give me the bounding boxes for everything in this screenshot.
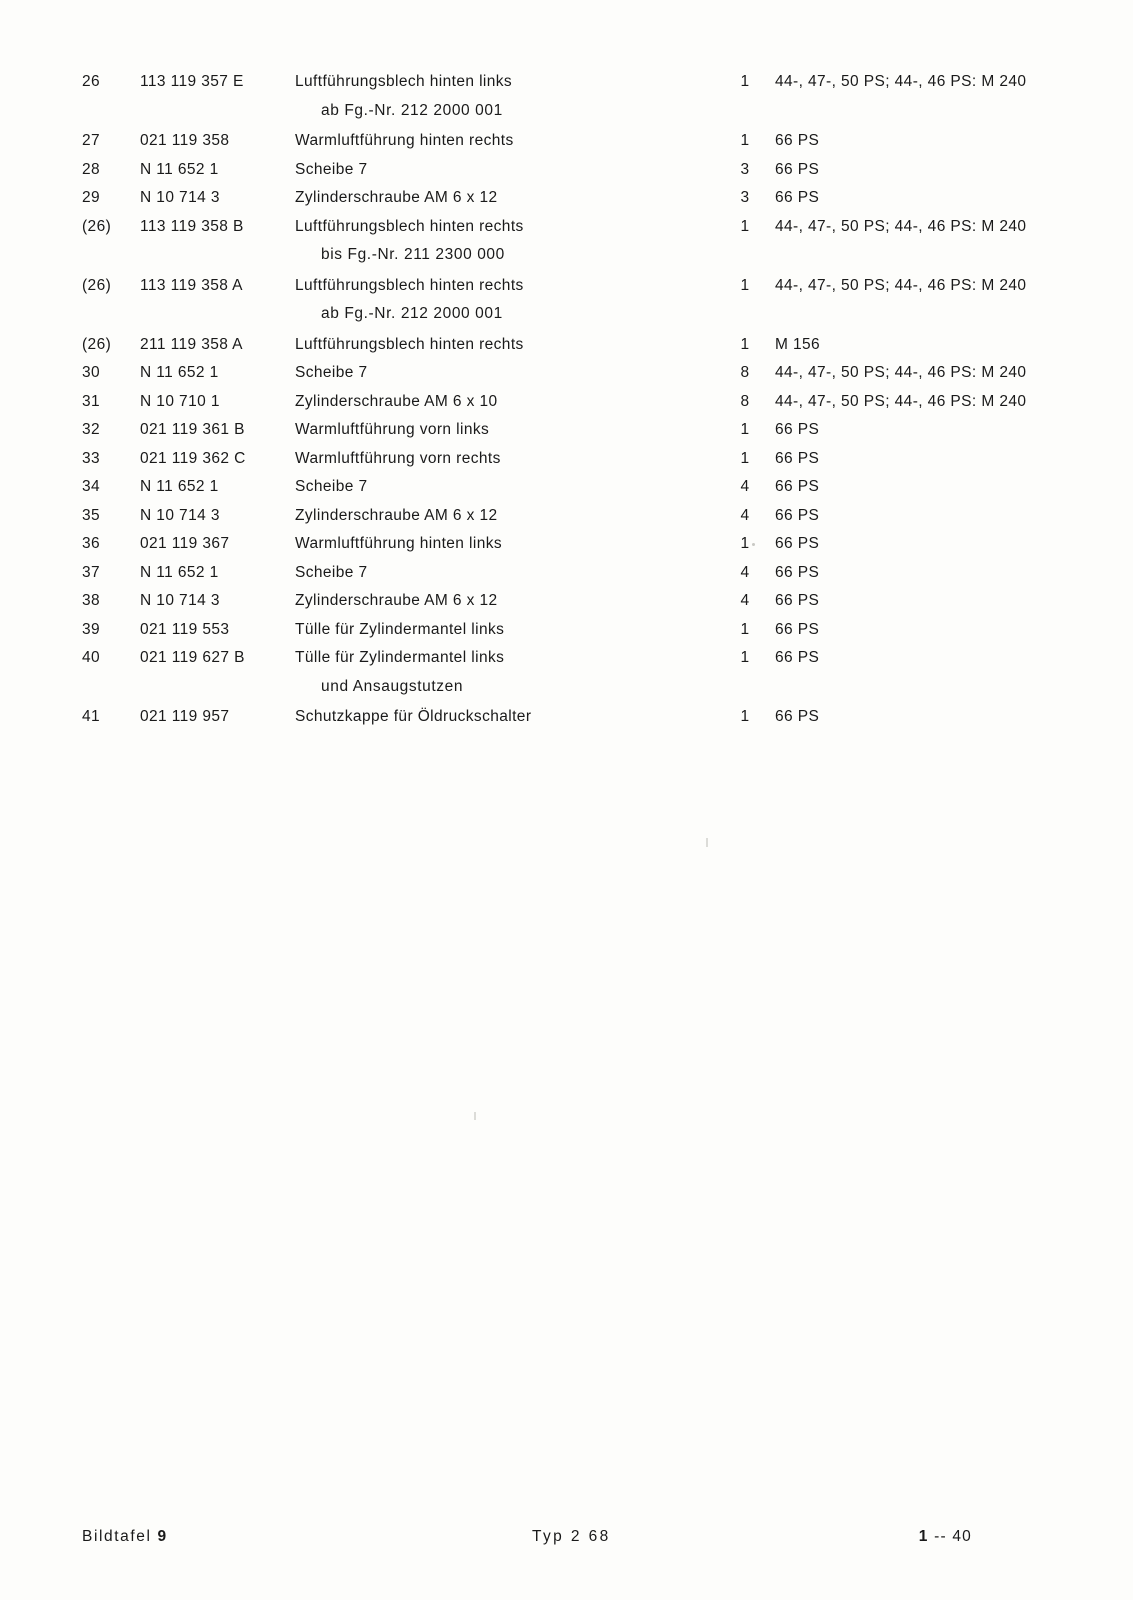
row-part-number: N 10 714 3 (140, 592, 220, 609)
row-quantity: 4 (740, 506, 750, 524)
table-row (82, 68, 1052, 127)
row-description (295, 272, 715, 331)
row-quantity: 1 (740, 535, 750, 552)
row-description-line2: ab Fg.-Nr. 212 2000 001 (321, 101, 503, 119)
row-note: 66 PS (775, 132, 820, 149)
row-description-line2: bis Fg.-Nr. 211 2300 000 (321, 246, 505, 263)
row-note: 44-, 47-, 50 PS; 44-, 46 PS: M 240 (775, 364, 1027, 381)
row-part-number: N 11 652 1 (140, 563, 219, 581)
row-description: Zylinderschraube AM 6 x 12 (295, 592, 498, 609)
table-row (82, 587, 1052, 616)
table-row (82, 359, 1052, 388)
row-note: 66 PS (775, 478, 820, 495)
row-part-number: 113 119 357 E (140, 73, 244, 90)
row-part-number: 113 119 358 B (140, 217, 244, 235)
row-note: 66 PS (775, 708, 820, 725)
row-description: Warmluftführung vorn rechts (295, 449, 501, 467)
table-row (82, 184, 1052, 213)
row-description (295, 644, 715, 703)
row-description-line1: Luftführungsblech hinten rechts (295, 217, 524, 235)
row-note: 66 PS (775, 189, 820, 206)
row-quantity: 1 (740, 335, 750, 353)
table-row (82, 272, 1052, 331)
row-description-line1: Luftführungsblech hinten links (295, 73, 513, 90)
footer-section-number: 1 (918, 1528, 929, 1545)
footer-plate-label: Bildtafel (82, 1528, 152, 1545)
parts-table (82, 68, 1052, 732)
row-note: 66 PS (775, 506, 820, 524)
parts-table-body (82, 68, 1052, 732)
row-description: Zylinderschraube AM 6 x 12 (295, 506, 498, 524)
row-position: 29 (82, 189, 101, 206)
table-row (82, 616, 1052, 645)
row-note: 66 PS (775, 592, 820, 609)
row-part-number: 021 119 367 (140, 535, 230, 552)
row-description: Scheibe 7 (295, 478, 368, 495)
footer-plate-number: 9 (157, 1528, 168, 1545)
page-speck (752, 543, 755, 546)
table-row (82, 473, 1052, 502)
row-description: Tülle für Zylindermantel links (295, 620, 505, 638)
row-quantity: 1 (740, 708, 750, 725)
row-description (295, 68, 715, 127)
row-note: 66 PS (775, 449, 820, 467)
row-position: 33 (82, 449, 101, 467)
row-description: Warmluftführung hinten links (295, 535, 503, 552)
row-description-line2: und Ansaugstutzen (321, 677, 464, 695)
row-note: M 156 (775, 335, 821, 353)
row-part-number: 021 119 553 (140, 620, 230, 638)
row-position: 32 (82, 421, 101, 438)
row-position: 31 (82, 392, 101, 410)
table-row (82, 703, 1052, 732)
row-note: 44-, 47-, 50 PS; 44-, 46 PS: M 240 (775, 73, 1027, 90)
row-quantity: 1 (740, 132, 750, 149)
row-part-number: 021 119 627 B (140, 649, 245, 666)
row-note: 44-, 47-, 50 PS; 44-, 46 PS: M 240 (775, 276, 1027, 294)
row-note: 44-, 47-, 50 PS; 44-, 46 PS: M 240 (775, 392, 1027, 410)
row-part-number: 021 119 362 C (140, 449, 246, 467)
row-description: Luftführungsblech hinten rechts (295, 335, 524, 353)
row-position: (26) (82, 276, 112, 294)
row-part-number: N 10 710 1 (140, 392, 220, 410)
row-position: 39 (82, 620, 101, 638)
row-description: Scheibe 7 (295, 160, 368, 178)
row-position: 40 (82, 649, 101, 666)
row-quantity: 4 (740, 592, 750, 609)
row-note: 66 PS (775, 620, 820, 638)
table-row (82, 416, 1052, 445)
row-quantity: 1 (740, 649, 750, 666)
row-position: 41 (82, 708, 101, 725)
table-row (82, 213, 1052, 272)
row-quantity: 8 (740, 364, 750, 381)
table-row (82, 156, 1052, 185)
row-position: (26) (82, 217, 112, 235)
row-note: 66 PS (775, 421, 820, 438)
row-part-number: N 11 652 1 (140, 478, 219, 495)
row-quantity: 1 (740, 620, 750, 638)
row-note: 66 PS (775, 563, 820, 581)
row-part-number: 211 119 358 A (140, 335, 243, 353)
footer-separator: -- (934, 1528, 947, 1545)
page-speck (706, 838, 708, 847)
row-part-number: N 11 652 1 (140, 364, 219, 381)
row-quantity: 3 (740, 189, 750, 206)
row-position: 27 (82, 132, 101, 149)
row-quantity: 1 (740, 421, 750, 438)
row-description-line1: Luftführungsblech hinten rechts (295, 276, 524, 294)
row-part-number: 113 119 358 A (140, 276, 243, 294)
footer-type: Typ 2 68 (532, 1528, 611, 1545)
row-position: 37 (82, 563, 101, 581)
row-quantity: 3 (740, 160, 750, 178)
row-description: Scheibe 7 (295, 364, 368, 381)
row-position: 34 (82, 478, 101, 495)
row-position: 38 (82, 592, 101, 609)
row-quantity: 4 (740, 563, 750, 581)
footer-page-number: 40 (952, 1528, 972, 1545)
row-position: 30 (82, 364, 101, 381)
row-position: (26) (82, 335, 112, 353)
row-description: Schutzkappe für Öldruckschalter (295, 708, 532, 725)
row-description: Warmluftführung vorn links (295, 421, 490, 438)
row-description: Zylinderschraube AM 6 x 12 (295, 189, 498, 206)
table-row (82, 445, 1052, 474)
row-note: 44-, 47-, 50 PS; 44-, 46 PS: M 240 (775, 217, 1027, 235)
row-description: Zylinderschraube AM 6 x 10 (295, 392, 498, 410)
table-row (82, 127, 1052, 156)
row-note: 66 PS (775, 535, 820, 552)
row-description: Scheibe 7 (295, 563, 368, 581)
row-position: 28 (82, 160, 101, 178)
row-description (295, 213, 715, 272)
row-quantity: 1 (740, 73, 750, 90)
row-description-line2: ab Fg.-Nr. 212 2000 001 (321, 305, 503, 322)
row-position: 36 (82, 535, 101, 552)
row-quantity: 4 (740, 478, 750, 495)
row-part-number: N 10 714 3 (140, 506, 220, 524)
row-description-line1: Tülle für Zylindermantel links (295, 649, 505, 666)
page-speck (474, 1112, 476, 1120)
row-quantity: 1 (740, 217, 750, 235)
row-part-number: N 11 652 1 (140, 160, 219, 178)
table-row (82, 530, 1052, 559)
table-row (82, 331, 1052, 360)
row-quantity: 8 (740, 392, 750, 410)
row-quantity: 1 (740, 276, 750, 294)
row-quantity: 1 (740, 449, 750, 467)
footer-plate (82, 1528, 168, 1546)
row-part-number: 021 119 358 (140, 132, 230, 149)
row-part-number: 021 119 957 (140, 708, 230, 725)
footer-page (919, 1528, 972, 1546)
row-part-number: 021 119 361 B (140, 421, 245, 438)
table-row (82, 502, 1052, 531)
table-row (82, 388, 1052, 417)
table-row (82, 644, 1052, 703)
row-position: 35 (82, 506, 101, 524)
row-description: Warmluftführung hinten rechts (295, 132, 514, 149)
row-position: 26 (82, 73, 101, 90)
table-row (82, 559, 1052, 588)
row-note: 66 PS (775, 649, 820, 666)
row-note: 66 PS (775, 160, 820, 178)
row-part-number: N 10 714 3 (140, 189, 220, 206)
